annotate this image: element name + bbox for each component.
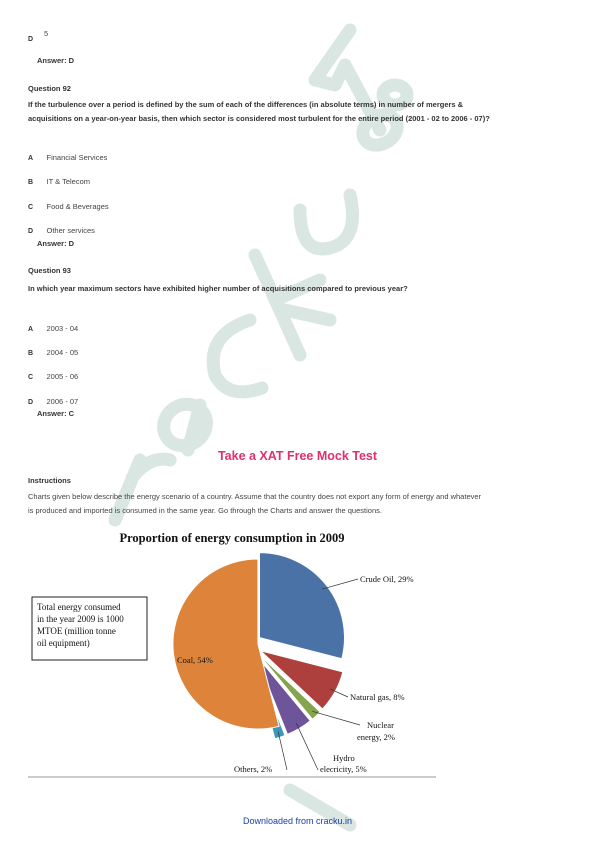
annotation-line: MTOE (million tonne xyxy=(37,626,116,636)
instructions-line2: is produced and imported is consumed in the same year. Go through the Charts and answer the questions. xyxy=(28,506,382,515)
leader-line xyxy=(296,723,318,770)
option-text: 2004 - 05 xyxy=(46,348,79,357)
instructions-title: Instructions xyxy=(28,476,71,485)
chart-title: Proportion of energy consumption in 2009 xyxy=(119,531,345,545)
energy-pie-chart xyxy=(0,520,595,790)
q92-option-d[interactable] xyxy=(28,220,95,238)
option-letter: D xyxy=(28,228,34,235)
option-text: Other services xyxy=(46,226,95,235)
label-coal: Coal, 54% xyxy=(177,655,213,665)
option-letter: C xyxy=(28,204,34,211)
q92-title: Question 92 xyxy=(28,84,71,93)
mock-test-link[interactable]: Take a XAT Free Mock Test xyxy=(217,449,378,463)
q92-option-a[interactable] xyxy=(28,147,107,165)
leader-line xyxy=(312,711,360,725)
option-text: 2006 - 07 xyxy=(46,397,79,406)
label-hydro-line2: elecricity, 5% xyxy=(320,764,367,774)
prev-answer: Answer: D xyxy=(37,56,75,65)
pie-slice-crude-oil xyxy=(259,553,344,659)
annotation-line: oil equipment) xyxy=(37,638,90,648)
q93-option-d[interactable] xyxy=(28,391,78,409)
label-nuclear-line1: Nuclear xyxy=(367,720,394,730)
option-text: Financial Services xyxy=(46,153,108,162)
option-letter: A xyxy=(28,155,34,162)
label-natural-gas: Natural gas, 8% xyxy=(350,692,405,702)
q92-answer: Answer: D xyxy=(37,239,75,248)
q93-answer: Answer: C xyxy=(37,409,75,418)
label-crude-oil: Crude Oil, 29% xyxy=(360,574,414,584)
prev-option-d-value: 5 xyxy=(44,29,49,38)
option-text: Food & Beverages xyxy=(46,202,109,211)
option-letter: B xyxy=(28,179,34,186)
q92-option-c[interactable] xyxy=(28,196,109,214)
q93-title: Question 93 xyxy=(28,266,71,275)
label-nuclear-line2: energy, 2% xyxy=(357,732,396,742)
option-text: 2005 - 06 xyxy=(46,372,79,381)
prev-option-d-letter: D xyxy=(28,36,34,43)
label-others: Others, 2% xyxy=(234,764,273,774)
option-letter: C xyxy=(28,374,34,381)
q92-text xyxy=(28,98,573,126)
footer-link[interactable]: Downloaded from cracku.in xyxy=(242,816,353,826)
q93-option-a[interactable] xyxy=(28,318,78,336)
instructions-text xyxy=(28,490,573,518)
instructions-line1: Charts given below describe the energy scenario of a country. Assume that the country does not export any form of energy and whatever xyxy=(28,492,482,501)
option-text: IT & Telecom xyxy=(46,177,91,186)
label-hydro-line1: Hydro xyxy=(333,753,355,763)
q93-text: In which year maximum sectors have exhibited higher number of acquisitions compared to previous year? xyxy=(28,284,408,293)
q93-option-c[interactable] xyxy=(28,366,78,384)
option-letter: D xyxy=(28,399,34,406)
q92-text-line2: acquisitions on a year-on-year basis, then which sector is considered most turbulent for the entire period (2001 - 02 to 2006 - 07)? xyxy=(28,114,490,123)
leader-line xyxy=(322,579,358,589)
pie-slices xyxy=(173,553,345,739)
option-text: 2003 - 04 xyxy=(46,324,79,333)
option-letter: B xyxy=(28,350,34,357)
annotation-line: in the year 2009 is 1000 xyxy=(37,614,124,624)
q92-option-b[interactable] xyxy=(28,171,90,189)
q93-option-b[interactable] xyxy=(28,342,78,360)
q92-text-line1: If the turbulence over a period is defined by the sum of each of the differences (in absolute terms) in number of mergers & xyxy=(28,100,464,109)
leader-line xyxy=(278,732,287,770)
annotation-line: Total energy consumed xyxy=(37,602,121,612)
option-letter: A xyxy=(28,326,34,333)
